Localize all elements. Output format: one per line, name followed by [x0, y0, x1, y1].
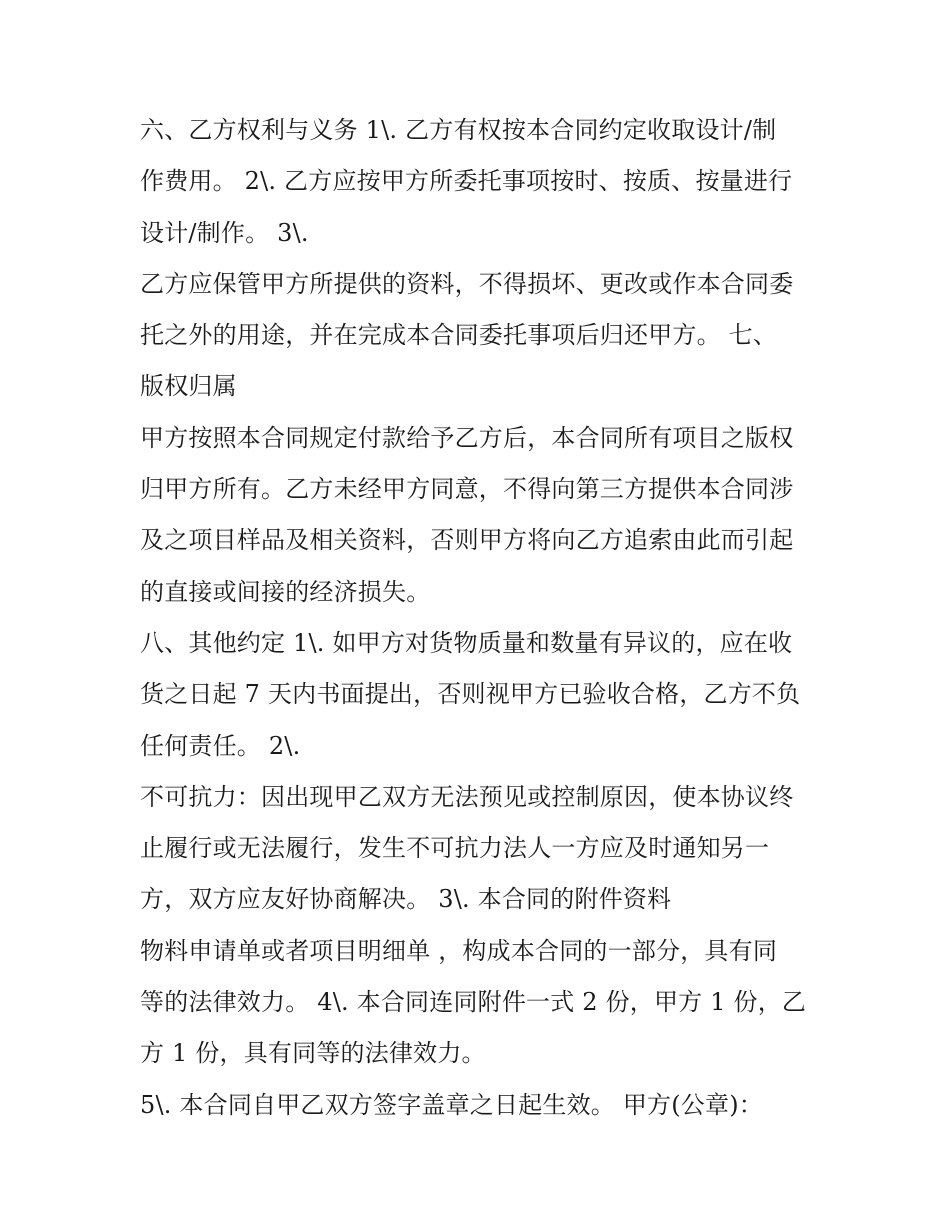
text-line: 甲方按照本合同规定付款给予乙方后，本合同所有项目之版权 — [140, 423, 794, 452]
text-line: 货之日起 7 天内书面提出，否则视甲方已验收合格，乙方不负 — [140, 680, 801, 709]
text-line: 乙方应保管甲方所提供的资料，不得损坏、更改或作本合同委 — [140, 269, 794, 298]
text-line: 不可抗力：因出现甲乙双方无法预见或控制原因，使本协议终 — [140, 782, 794, 811]
text-line: 方 1 份，具有同等的法律效力。 — [140, 1039, 486, 1068]
text-line: 方，双方应友好协商解决。 3\. 本合同的附件资料 — [140, 885, 672, 914]
text-line: 任何责任。 2\. — [140, 731, 301, 760]
text-line: 等的法律效力。 4\. 本合同连同附件一式 2 份，甲方 1 份，乙 — [140, 988, 807, 1017]
text-line: 八、其他约定 1\. 如甲方对货物质量和数量有异议的，应在收 — [140, 628, 793, 657]
text-line: 托之外的用途，并在完成本合同委托事项后归还甲方。 七、 — [140, 321, 778, 350]
text-line: 设计/制作。 3\. — [140, 218, 309, 247]
text-line: 的直接或间接的经济损失。 — [140, 577, 431, 606]
text-line: 5\. 本合同自甲乙双方签字盖章之日起生效。 甲方(公章)： — [140, 1090, 763, 1119]
text-line: 归甲方所有。乙方未经甲方同意，不得向第三方提供本合同涉 — [140, 475, 794, 504]
text-line: 六、乙方权利与义务 1\. 乙方有权按本合同约定收取设计/制 — [140, 116, 777, 144]
document-body — [140, 105, 820, 1131]
text-line: 及之项目样品及相关资料，否则甲方将向乙方追索由此而引起 — [140, 526, 794, 555]
text-line: 止履行或无法履行，发生不可抗力法人一方应及时通知另一 — [140, 834, 770, 863]
text-line: 物料申请单或者项目明细单 ，构成本合同的一部分，具有同 — [140, 936, 778, 965]
text-line: 版权归属 — [140, 372, 237, 401]
text-line: 作费用。 2\. 乙方应按甲方所委托事项按时、按质、按量进行 — [140, 167, 793, 196]
